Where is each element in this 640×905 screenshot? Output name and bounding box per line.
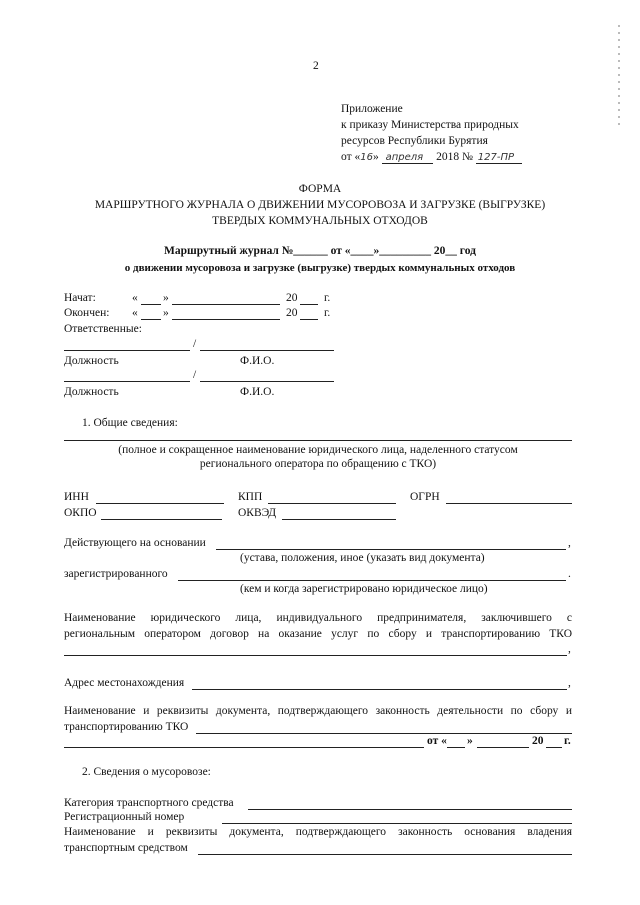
acting-basis-label: Действующего на основании	[64, 537, 206, 549]
category-label: Категория транспортного средства	[64, 797, 234, 809]
registered-line[interactable]	[178, 580, 566, 581]
contract-text-1: Наименование юридического лица, индивидуального предпринимателя, заключившего с	[64, 612, 572, 624]
journal-header-1: Маршрутный журнал №______ от «____»_________ 20__ год	[164, 245, 476, 257]
acting-basis-comma: ,	[568, 537, 571, 549]
position-label-1: Должность	[64, 355, 119, 367]
appendix-line2: ресурсов Республики Бурятия	[341, 135, 488, 147]
legal-entity-caption-1: (полное и сокращенное наименование юридического лица, наделенного статусом	[118, 444, 518, 456]
start-year-line[interactable]	[300, 304, 318, 305]
date-mid: »	[372, 151, 382, 163]
end-year-prefix: 20	[286, 307, 298, 319]
inn-line[interactable]	[96, 503, 224, 504]
date-prefix: от «	[341, 151, 361, 163]
contract-text-2: региональным оператором договор на оказание услуг по сбору и транспортированию ТКО	[64, 628, 572, 640]
responsible-label: Ответственные:	[64, 323, 142, 335]
start-year-suffix: г.	[324, 292, 331, 304]
page-number: 2	[313, 60, 319, 72]
position-line-2[interactable]	[64, 381, 190, 382]
form-title-3: ТВЕРДЫХ КОММУНАЛЬНЫХ ОТХОДОВ	[212, 215, 428, 227]
date-month: апреля	[382, 152, 434, 164]
inn-label: ИНН	[64, 491, 89, 503]
registered-label: зарегистрированного	[64, 568, 168, 580]
address-label: Адрес местонахождения	[64, 677, 185, 689]
form-title-2: МАРШРУТНОГО ЖУРНАЛА О ДВИЖЕНИИ МУСОРОВОЗА И ЗАГРУЗКЕ (ВЫГРУЗКЕ)	[94, 199, 546, 211]
kpp-line[interactable]	[268, 503, 396, 504]
start-day-line[interactable]	[141, 304, 161, 305]
slash-1: /	[193, 338, 197, 350]
registered-caption: (кем и когда зарегистрировано юридическое лицо)	[240, 583, 488, 595]
acting-basis-caption: (устава, положения, иное (указать вид документа)	[240, 552, 485, 564]
start-year-prefix: 20	[286, 292, 298, 304]
legality-text-2: транспортированию ТКО	[64, 721, 189, 733]
legality-line-2[interactable]	[64, 747, 424, 748]
reg-number-line[interactable]	[222, 823, 572, 824]
address-line[interactable]	[192, 689, 567, 690]
legal-entity-name-line[interactable]	[64, 440, 572, 441]
ogrn-label: ОГРН	[410, 491, 440, 503]
start-month-line[interactable]	[172, 304, 280, 305]
legality-day-line[interactable]	[447, 747, 465, 748]
order-number: 127-ПР	[476, 152, 522, 164]
end-year-line[interactable]	[300, 319, 318, 320]
acting-basis-line[interactable]	[216, 549, 566, 550]
okved-label: ОКВЭД	[238, 507, 277, 519]
name-line-2[interactable]	[200, 381, 334, 382]
contract-party-line[interactable]	[64, 655, 567, 656]
contract-party-comma: ,	[568, 643, 571, 655]
legality-year-prefix: 20	[532, 735, 544, 747]
kpp-label: КПП	[238, 491, 263, 503]
name-label-2: Ф.И.О.	[240, 386, 275, 398]
ownership-line[interactable]	[198, 854, 572, 855]
slash-2: /	[193, 369, 197, 381]
position-line-1[interactable]	[64, 350, 190, 351]
journal-header-2: о движении мусоровоза и загрузке (выгрузке) твердых коммунальных отходов	[124, 262, 516, 274]
ogrn-line[interactable]	[446, 503, 572, 504]
legality-year-suffix: г.	[564, 735, 571, 747]
end-day-line[interactable]	[141, 319, 161, 320]
start-label: Начат:	[64, 292, 96, 304]
end-quote-open: «	[132, 307, 138, 319]
form-title-1: ФОРМА	[298, 183, 342, 195]
ownership-text-2: транспортным средством	[64, 842, 188, 854]
legality-month-line[interactable]	[477, 747, 529, 748]
legality-line-1[interactable]	[196, 733, 572, 734]
end-year-suffix: г.	[324, 307, 331, 319]
start-quote-close: »	[163, 292, 169, 304]
start-quote-open: «	[132, 292, 138, 304]
appendix-date	[341, 151, 522, 163]
section1-heading: 1. Общие сведения:	[82, 417, 178, 429]
name-line-1[interactable]	[200, 350, 334, 351]
position-label-2: Должность	[64, 386, 119, 398]
okved-line[interactable]	[282, 519, 396, 520]
ownership-text-1: Наименование и реквизиты документа, подтверждающего законность основания владения	[64, 826, 572, 838]
reg-number-label: Регистрационный номер	[64, 811, 185, 823]
date-day: 16	[360, 152, 373, 163]
name-label-1: Ф.И.О.	[240, 355, 275, 367]
appendix-title: Приложение	[341, 103, 403, 115]
end-label: Окончен:	[64, 307, 110, 319]
legality-year-line[interactable]	[546, 747, 562, 748]
legality-from-label: от «	[427, 735, 447, 747]
category-line[interactable]	[248, 809, 572, 810]
date-year: 2018 №	[436, 151, 473, 163]
section2-heading: 2. Сведения о мусоровозе:	[82, 766, 211, 778]
end-quote-close: »	[163, 307, 169, 319]
end-month-line[interactable]	[172, 319, 280, 320]
okpo-line[interactable]	[101, 519, 222, 520]
legal-entity-caption-2: регионального оператора по обращению с ТКО)	[199, 458, 437, 470]
legality-quote-close: »	[467, 735, 473, 747]
address-comma: ,	[568, 677, 571, 689]
binding-marks	[610, 20, 640, 180]
okpo-label: ОКПО	[64, 507, 97, 519]
legality-text-1: Наименование и реквизиты документа, подтверждающего законность деятельности по сбору и	[64, 705, 572, 717]
appendix-line1: к приказу Министерства природных	[341, 119, 519, 131]
registered-dot: .	[568, 568, 571, 580]
